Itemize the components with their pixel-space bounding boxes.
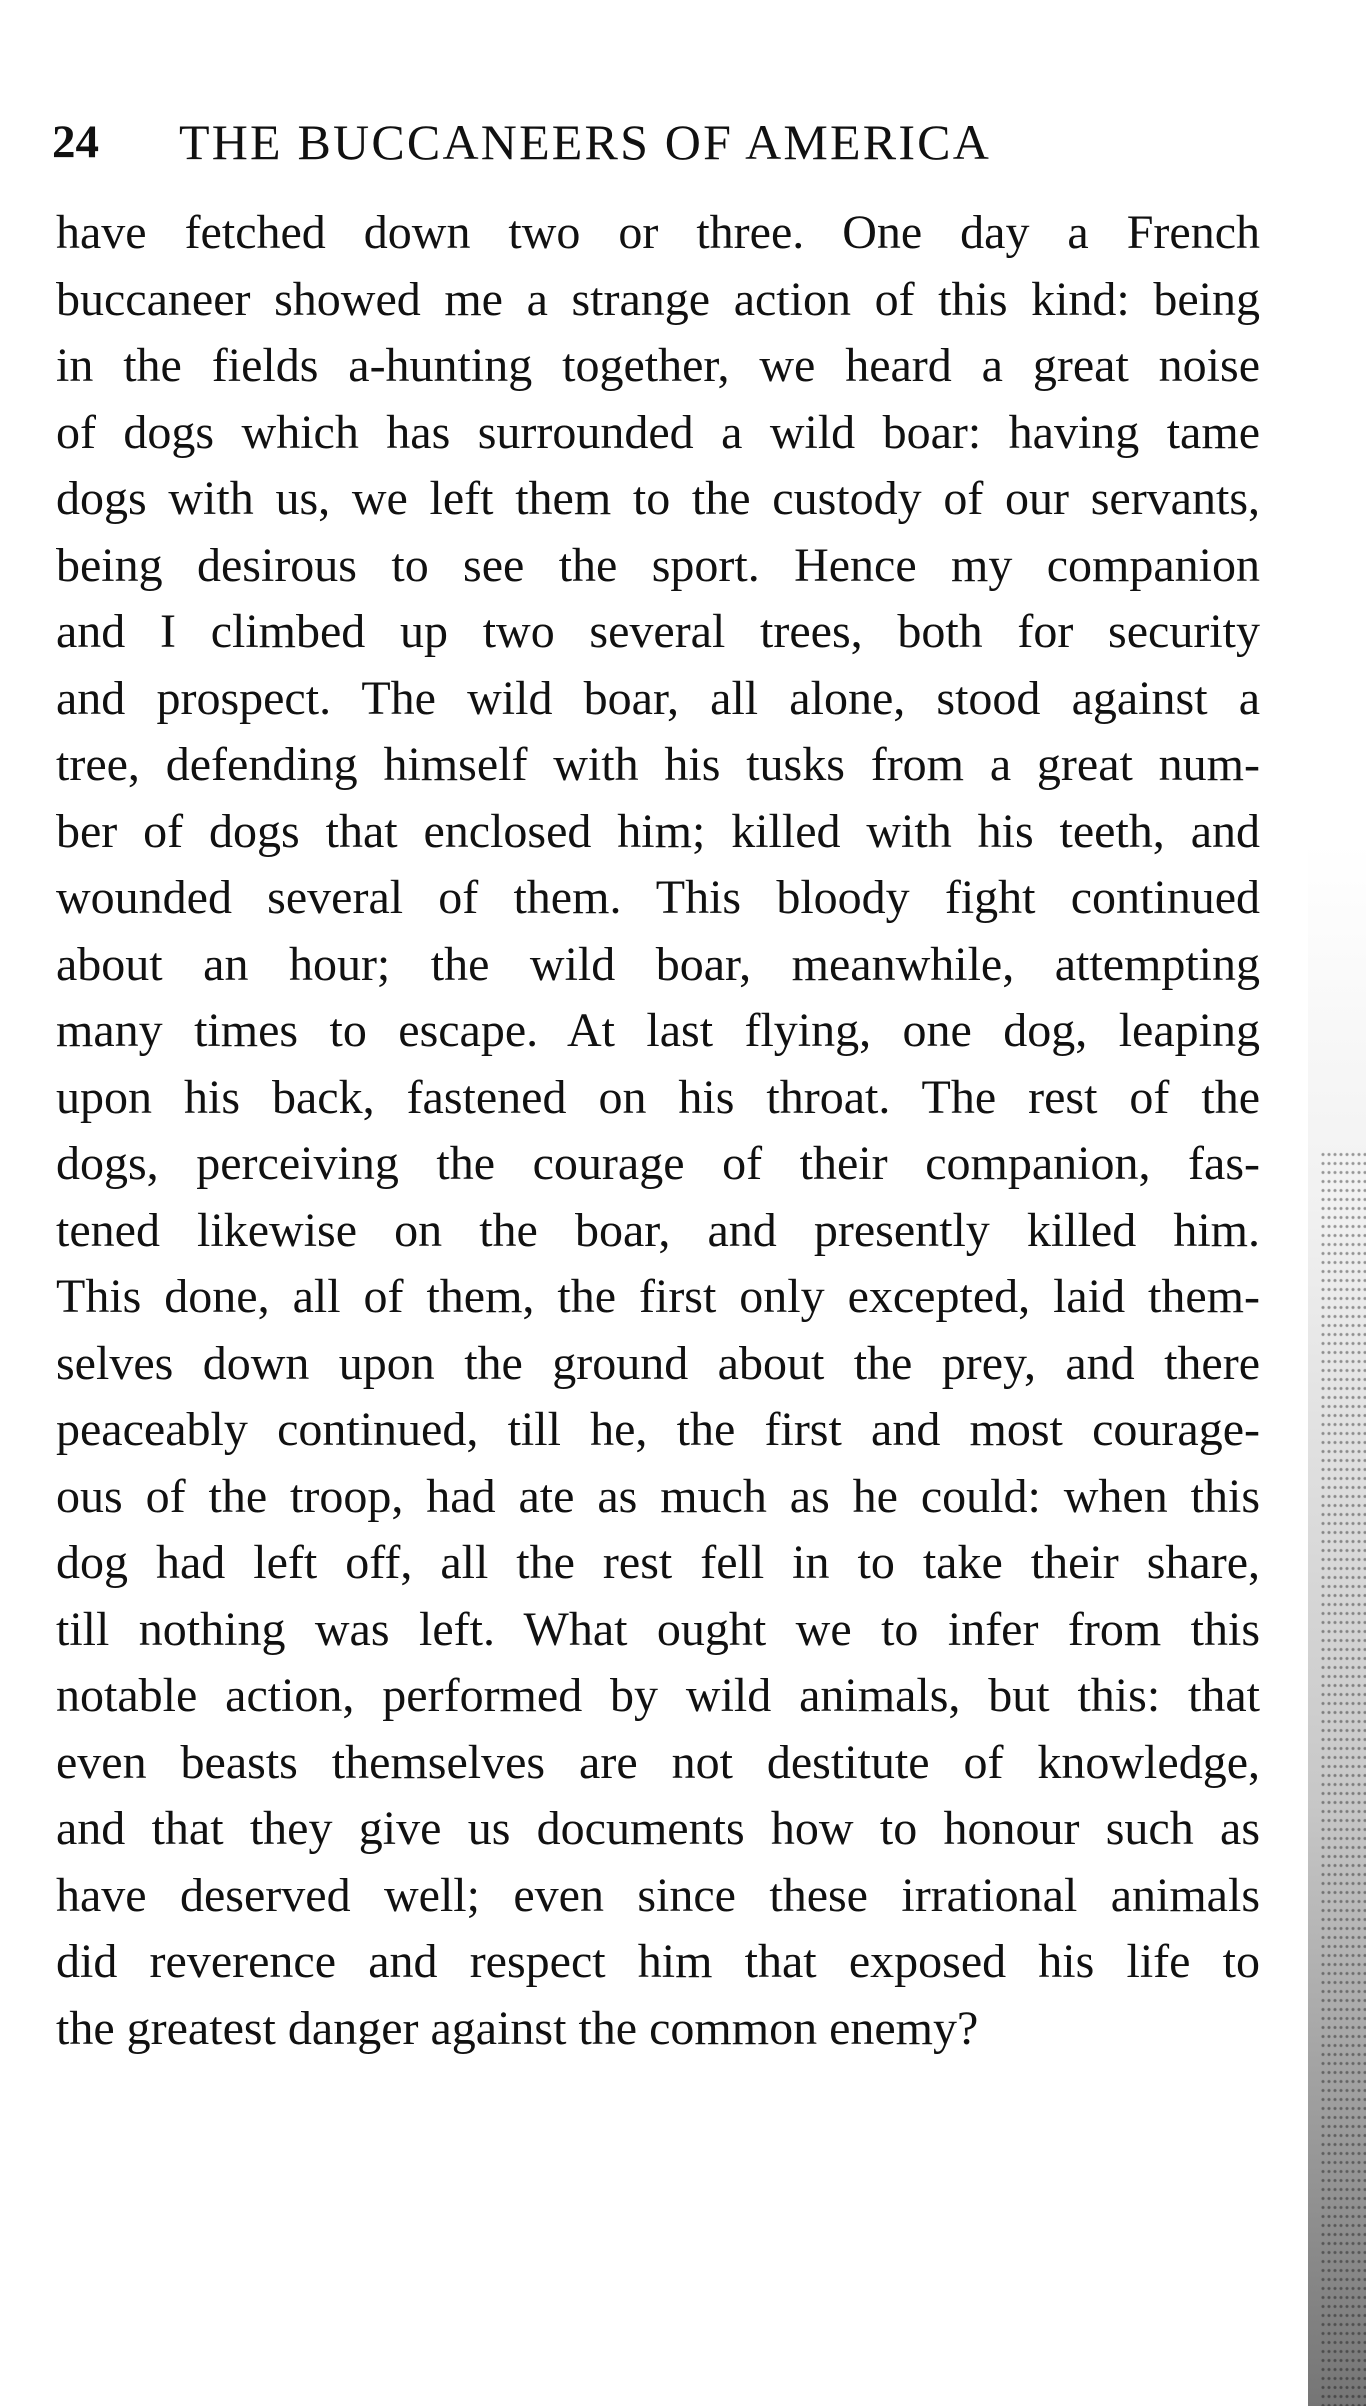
- text-line: many times to escape. At last flying, one dog, leaping: [56, 1004, 1260, 1057]
- page-header: [52, 112, 1152, 172]
- text-line: even beasts themselves are not destitute of knowledge,: [56, 1735, 1260, 1789]
- text-line: wounded several of them. This bloody fight continued: [56, 871, 1260, 924]
- text-line: dogs with us, we left them to the custody of our servants,: [56, 472, 1260, 525]
- text-line: ber of dogs that enclosed him; killed with his teeth, and: [56, 804, 1260, 858]
- text-line: till nothing was left. What ought we to infer from this: [56, 1602, 1260, 1656]
- text-line: have deserved well; even since these irrational animals: [56, 1868, 1260, 1922]
- text-line: and prospect. The wild boar, all alone, stood against a: [56, 671, 1260, 725]
- page-edge-speckle: [1320, 1150, 1366, 2406]
- running-title: THE BUCCANEERS OF AMERICA: [179, 114, 992, 170]
- text-line: buccaneer showed me a strange action of this kind: being: [56, 272, 1260, 326]
- text-line: upon his back, fastened on his throat. The rest of the: [56, 1070, 1260, 1124]
- text-line: This done, all of them, the first only excepted, laid them-: [56, 1270, 1260, 1323]
- text-line: about an hour; the wild boar, meanwhile, attempting: [56, 937, 1260, 991]
- text-line: have fetched down two or three. One day a French: [56, 206, 1260, 259]
- text-line: tree, defending himself with his tusks from a great num-: [56, 738, 1260, 791]
- text-line: notable action, performed by wild animals, but this: that: [56, 1669, 1260, 1722]
- text-line: and that they give us documents how to honour such as: [56, 1802, 1260, 1855]
- text-line: being desirous to see the sport. Hence my companion: [56, 538, 1260, 592]
- text-line: the greatest danger against the common enemy?: [56, 2001, 979, 2055]
- text-line: of dogs which has surrounded a wild boar: having tame: [56, 405, 1260, 459]
- text-line: ous of the troop, had ate as much as he could: when this: [56, 1469, 1260, 1523]
- text-line: and I climbed up two several trees, both for security: [56, 605, 1260, 658]
- text-line: peaceably continued, till he, the first and most courage-: [56, 1403, 1260, 1456]
- text-line: in the fields a-hunting together, we heard a great noise: [56, 339, 1260, 392]
- page-number: 24: [52, 116, 99, 168]
- text-line: selves down upon the ground about the prey, and there: [56, 1336, 1260, 1390]
- text-line: dog had left off, all the rest fell in to take their share,: [56, 1536, 1260, 1589]
- text-line: did reverence and respect him that exposed his life to: [56, 1935, 1260, 1988]
- text-line: tened likewise on the boar, and presently killed him.: [56, 1203, 1260, 1257]
- body-text: [56, 200, 1260, 2062]
- text-line: dogs, perceiving the courage of their companion, fas-: [56, 1137, 1260, 1190]
